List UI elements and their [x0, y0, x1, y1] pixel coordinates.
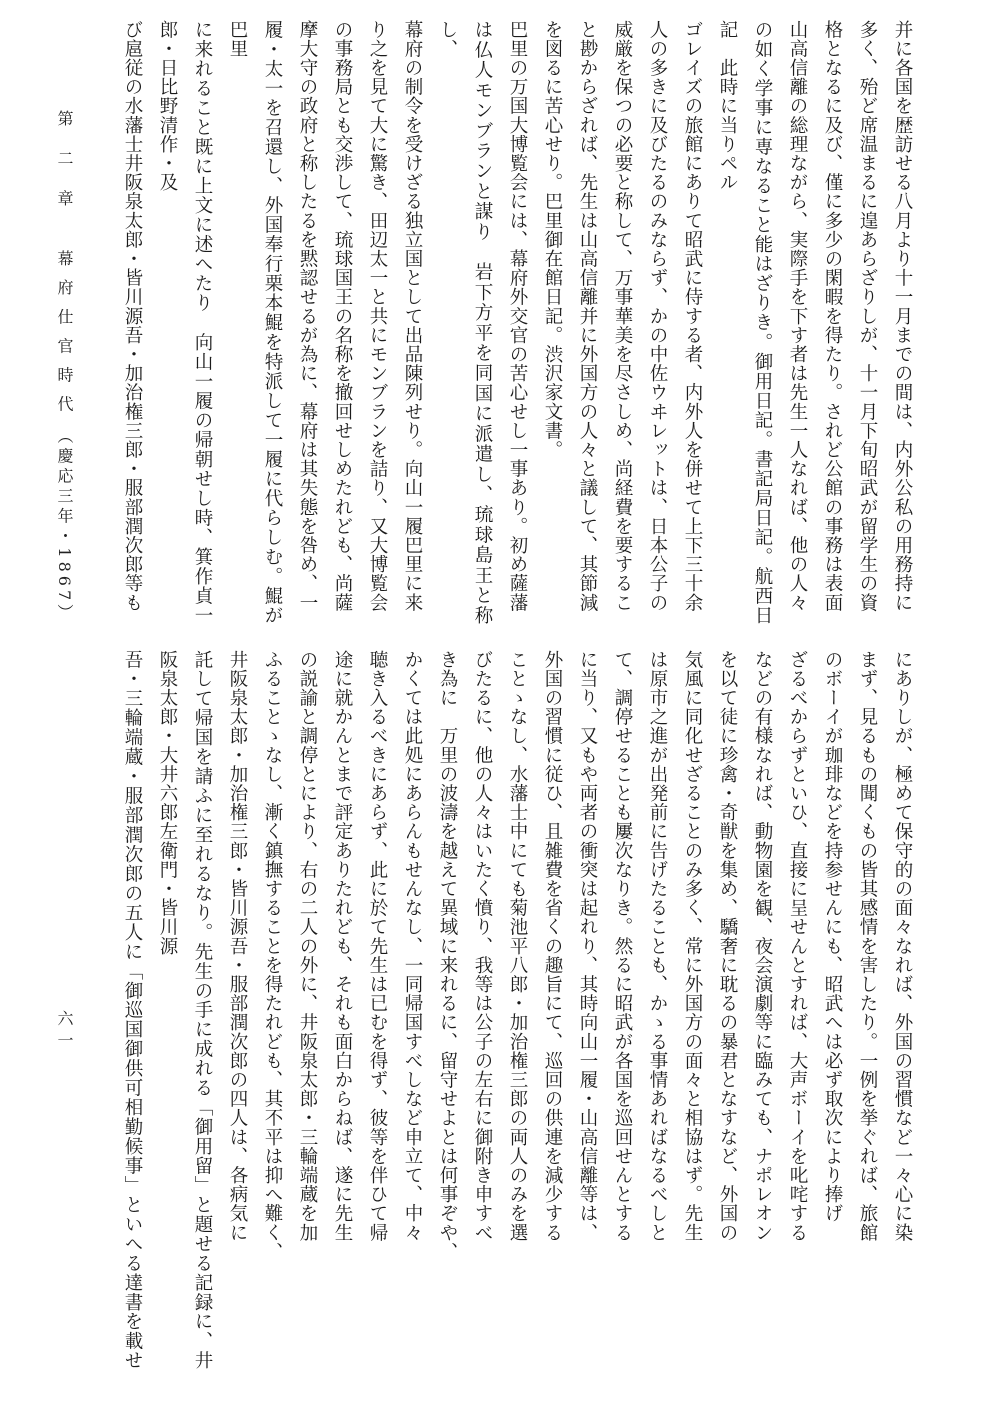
text-column: 多く、殆ど席温まるに遑あらざりしが、十一月下旬昭武が留学生の資: [857, 20, 878, 613]
text-column: て、調停せることも屢次なりき。然るに昭武が各国を巡回せんとする: [612, 650, 633, 1243]
text-column: の如く学事に専なること能はざりき。御用日記。書記局日記。航西日記 此時に当りペル: [717, 20, 773, 625]
text-column: は仏人モンブランと謀り 岩下方平を同国に派遣し、琉球島王と称し、: [437, 20, 493, 625]
text-column: 吾・三輪端蔵・服部潤次郎の五人に「御巡国御供可相勤候事」といへる達書を載せ: [122, 650, 143, 1370]
text-column: びたるに、他の人々はいたく憤り、我等は公子の左右に御附き申すべ: [472, 650, 493, 1243]
text-column: は原市之進が出発前に告げたることも、かゝる事情あればなるべしと: [647, 650, 668, 1243]
text-column: を以て徒に珍禽・奇獣を集め、驕奢に耽るの暴君となすなど、外国の: [717, 650, 738, 1243]
text-column: 外国の習慣に従ひ、且雑費を省くの趣旨にて、巡回の供連を減少する: [542, 650, 563, 1243]
text-column: び扈従の水藩士井阪泉太郎・皆川源吾・加治権三郎・服部潤次郎等も: [122, 20, 143, 613]
text-column: まず、見るもの聞くもの皆其感情を害したり。一例を挙ぐれば、旅館: [857, 650, 878, 1243]
text-column: の事務局とも交渉して、琉球国王の名称を撤回せしめたれども、尚薩: [332, 20, 353, 613]
text-column: にありしが、極めて保守的の面々なれば、外国の習慣など一々心に染: [892, 650, 913, 1243]
running-head: 第 二 章 幕 府 仕 官 時 代 （慶応三年・1867）: [55, 110, 74, 625]
upper-text-block: [110, 20, 920, 625]
text-column: に来れること既に上文に述へたり 向山一履の帰朝せし時、箕作貞一郎・日比野清作・及: [157, 20, 213, 625]
text-column: 気風に同化せざることのみ多く、常に外国方の面々と相協はず。先生: [682, 650, 703, 1243]
text-column: 井阪泉太郎・加治権三郎・皆川源吾・服部潤次郎の四人は、各病気に: [227, 650, 248, 1243]
text-column: 山高信離の総理ながら、実際手を下す者は先生一人なれば、他の人々: [787, 20, 808, 613]
text-column: 聴き入るべきにあらず、此に於て先生は已むを得ず、彼等を伴ひて帰: [367, 650, 388, 1243]
text-column: 託して帰国を請ふに至れるなり。先生の手に成れる「御用留」と題せる記録に、井阪泉太郎・大井六郎左衛門・皆川源: [157, 650, 213, 1370]
text-column: ざるべからずといひ、直接に呈せんとすれば、大声ボーイを叱咤する: [787, 650, 808, 1243]
text-column: ふることゝなし、漸く鎮撫することを得たれども、其不平は抑へ難く、: [262, 650, 283, 1262]
text-column: と尠からざれば、先生は山高信離并に外国方の人々と議して、其節減: [577, 20, 598, 613]
text-column: 履・太一を召還し、外国奉行栗本鯤を特派して一履に代らしむ。鯤が巴里: [227, 20, 283, 625]
text-column: [110, 20, 115, 625]
text-column: 巴里の万国大博覧会には、幕府外交官の苦心せし一事あり。初め薩藩: [507, 20, 528, 613]
text-column: 并に各国を歴訪せる八月より十一月までの間は、内外公私の用務持に: [892, 20, 913, 613]
text-column: に当り、又もや両者の衝突は起れり、其時向山一履・山高信離等は、: [577, 650, 598, 1243]
text-column: の説諭と調停とにより、右の二人の外に、井阪泉太郎・三輪端蔵を加: [297, 650, 318, 1243]
text-column: 幕府の制令を受けざる独立国として出品陳列せり。向山一履巴里に来: [402, 20, 423, 613]
text-column: き為に 万里の波濤を越えて異域に来れるに、留守せよとは何事ぞや、: [437, 650, 458, 1262]
text-column: を図るに苦心せり。巴里御在館日記。渋沢家文書。: [542, 20, 563, 460]
text-column: 途に就かんとまで評定ありたれども、それも面白からねば、遂に先生: [332, 650, 353, 1243]
text-column: 人の多きに及びたるのみならず、かの中佐ウヰレットは、日本公子の: [647, 20, 668, 613]
text-column: ことゝなし、水藩士中にても菊池平八郎・加治権三郎の両人のみを選: [507, 650, 528, 1243]
page-number: 六一: [55, 1010, 74, 1054]
text-column: などの有様なれば、動物園を観、夜会演劇等に臨みても、ナポレオン: [752, 650, 773, 1243]
text-column: 格となるに及び、僅に多少の閑暇を得たり。されど公館の事務は表面: [822, 20, 843, 613]
text-column: 威厳を保つの必要と称して、万事華美を尽さしめ、尚経費を要するこ: [612, 20, 633, 613]
text-column: 摩大守の政府と称したるを黙認せるが為に、幕府は其失態を咎め、一: [297, 20, 318, 613]
lower-text-block: [110, 650, 920, 1370]
text-column: り之を見て大に驚き、田辺太一と共にモンブランを詰り、又大博覧会: [367, 20, 388, 613]
text-column: ゴレイズの旅館にありて昭武に侍する者、内外人を併せて上下三十余: [682, 20, 703, 613]
text-column: かくては此処にあらんもせんなし、一同帰国すべしなど申立て、中々: [402, 650, 423, 1243]
text-column: のボーイが珈琲などを持参せんにも、昭武へは必ず取次により捧げ: [822, 650, 843, 1223]
